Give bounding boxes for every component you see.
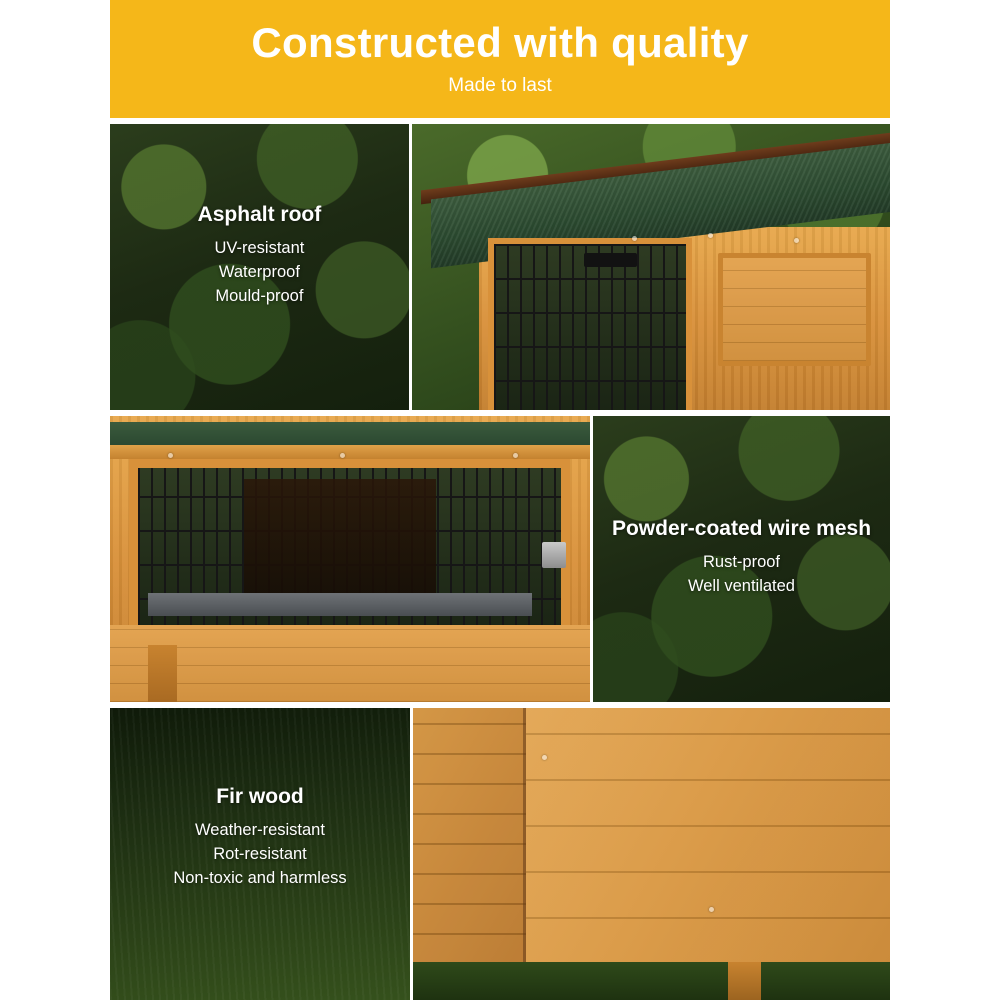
feature-line: Weather-resistant bbox=[195, 821, 325, 840]
roof-trim bbox=[110, 445, 590, 459]
feature-title-asphalt-roof: Asphalt roof bbox=[197, 203, 322, 226]
hutch-base-panel bbox=[110, 625, 590, 702]
door-latch bbox=[584, 253, 637, 267]
feature-text-panel-fir-wood bbox=[110, 708, 410, 1000]
feature-title-wire-mesh: Powder-coated wire mesh bbox=[611, 517, 872, 540]
hutch-leg bbox=[148, 645, 177, 702]
page-title: Constructed with quality bbox=[251, 18, 749, 66]
feature-line: Well ventilated bbox=[687, 577, 795, 596]
feature-line: Mould-proof bbox=[215, 287, 304, 306]
feature-line: Rot-resistant bbox=[213, 845, 307, 864]
feature-row-fir-wood bbox=[110, 708, 890, 1000]
page-subtitle: Made to last bbox=[448, 75, 552, 97]
cage-interior-shadow bbox=[244, 479, 436, 605]
feature-line: Rust-proof bbox=[702, 553, 781, 572]
feature-grid bbox=[110, 124, 890, 1000]
photo-wood-detail bbox=[413, 708, 890, 1000]
header-banner bbox=[110, 0, 890, 118]
asphalt-roof-edge bbox=[110, 422, 590, 448]
feature-title-fir-wood: Fir wood bbox=[216, 785, 304, 808]
grass-ground bbox=[413, 962, 890, 1000]
metal-hinge bbox=[542, 542, 566, 568]
wood-corner-post bbox=[413, 708, 526, 965]
feature-text-panel-asphalt-roof bbox=[110, 124, 409, 410]
photo-roof-detail bbox=[412, 124, 890, 410]
wood-side-panel bbox=[718, 253, 871, 366]
feature-line: Waterproof bbox=[218, 263, 300, 282]
feature-row-asphalt-roof bbox=[110, 124, 890, 410]
photo-cage-detail bbox=[110, 416, 590, 702]
feature-text-panel-wire-mesh bbox=[593, 416, 890, 702]
feature-row-wire-mesh bbox=[110, 416, 890, 702]
feature-line: Non-toxic and harmless bbox=[173, 869, 347, 888]
slide-out-tray bbox=[148, 593, 532, 616]
hutch-leg bbox=[728, 962, 761, 1000]
feature-line: UV-resistant bbox=[214, 239, 305, 258]
